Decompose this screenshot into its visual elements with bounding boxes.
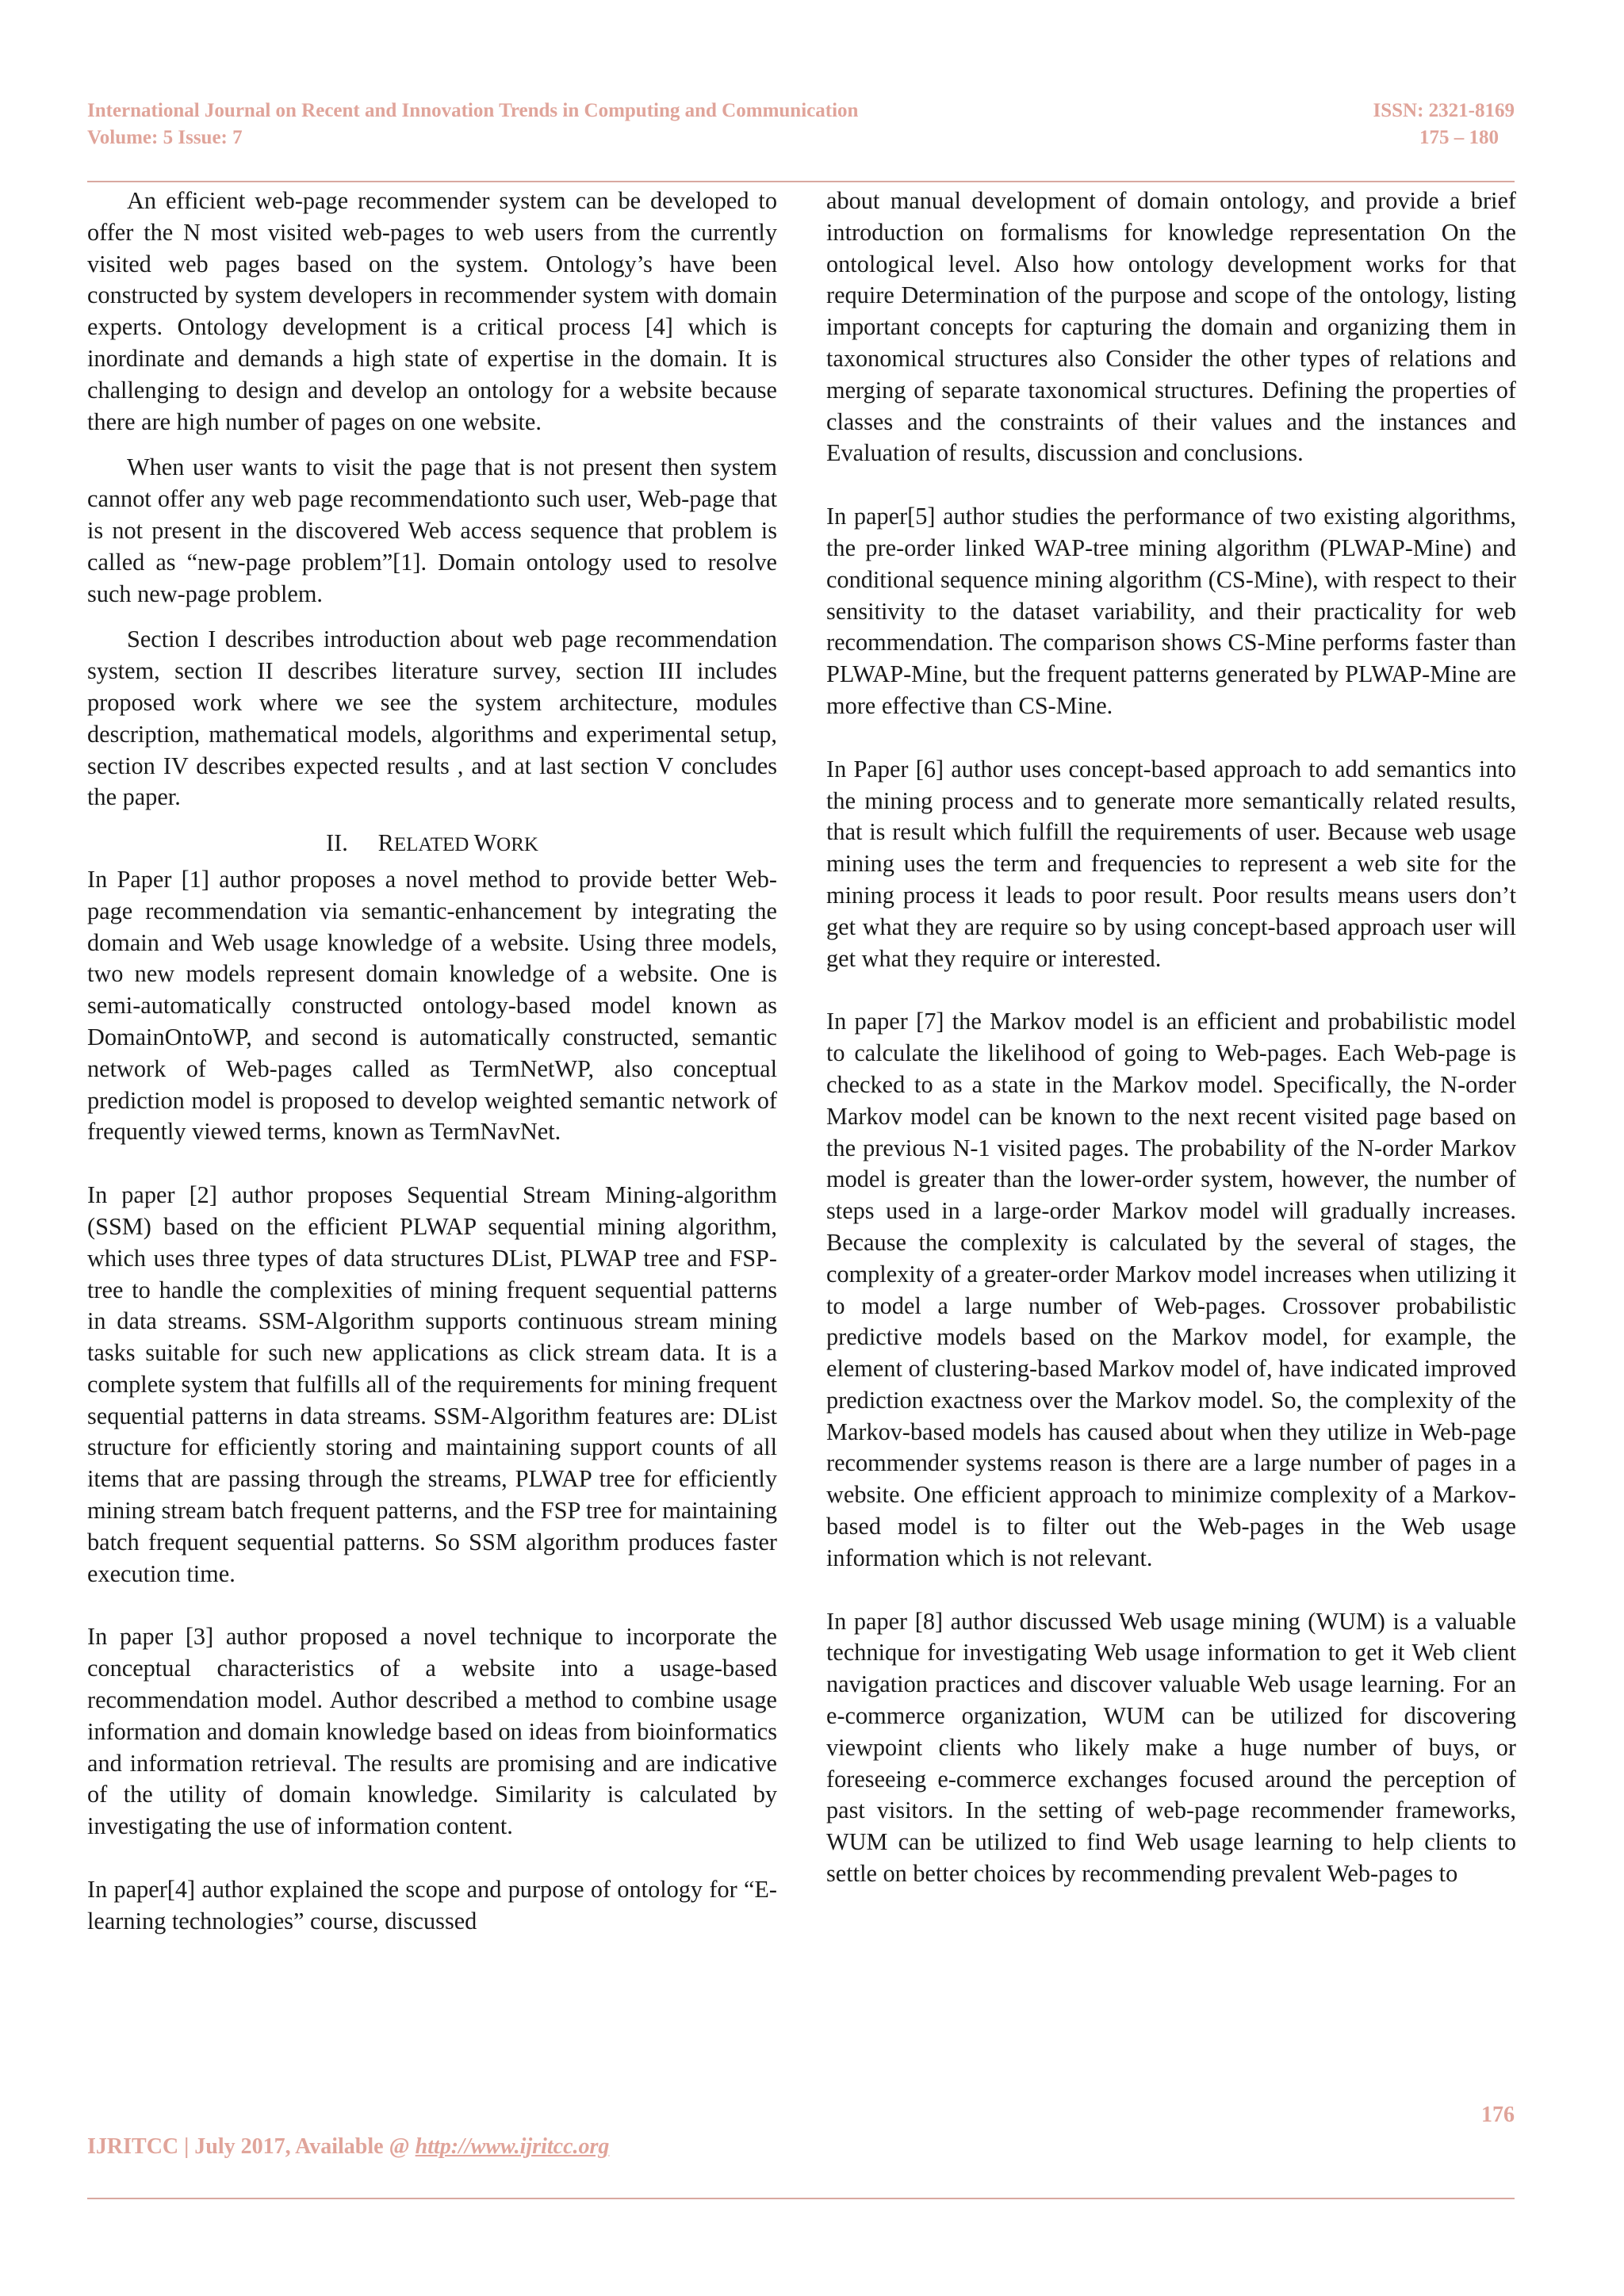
paragraph-paper-7: In paper [7] the Markov model is an efficient and probabilistic model to calculate the likelihood of going to Web-pages. Each Web-page is checked to as a state in the Markov model. Specifically, the N-order Markov model can be known to the next recent visited page based on the previous N-1 visited pages. The probability of the N-order Markov model is greater than the lower-order system, however, the number of steps used in a large-order Markov model will gradually increases. Because the complexity is calculated by the several of stages, the complexity of a greater-order Markov model increases when utilizing it to model a large number of Web-pages. Crossover probabilistic predictive models based on the Markov model, for example, the element of clustering-based Markov model of, have indicated improved prediction exactness over the Markov model. So, the complexity of the Markov-based models has caused about when they utilize in Web-page recommender systems reason is there are a large number of pages in a website. One efficient approach to minimize complexity of a Markov-based model is to filter out the Web-pages in the Web usage information which is not relevant. (826, 1008, 1516, 1571)
page-number: 176 (1481, 2103, 1515, 2127)
paragraph-paper-2: In paper [2] author proposes Sequential Stream Mining-algorithm (SSM) based on the efficient PLWAP sequential mining algorithm, which uses three types of data structures DList, PLWAP tree and FSP-tree to handle the complexities of mining frequent sequential patterns in data streams. SSM-Algorithm supports continuous stream mining tasks suitable for such new applications as click stream data. It is a complete system that fulfills all of the requirements for mining frequent sequential patterns in data streams. SSM-Algorithm features are: DList structure for efficiently storing and maintaining support counts of all items that are passing through the streams, PLWAP tree for efficiently mining stream batch frequent patterns, and the FSP tree for maintaining batch frequent sequential patterns. So SSM algorithm produces faster execution time. (87, 1181, 777, 1587)
section-title-rest-2: ORK (496, 834, 538, 856)
section-title-cap-2: W (473, 829, 497, 857)
footer-prefix: IJRITCC | July 2017, Available @ (87, 2134, 416, 2159)
left-column (87, 186, 777, 1938)
journal-title: International Journal on Recent and Innovation Trends in Computing and Communication (87, 100, 859, 121)
section-title-rest-1: ELATED (393, 834, 474, 856)
footer-divider (87, 2198, 1515, 2199)
paragraph-paper-5: In paper[5] author studies the performance of two existing algorithms, the pre-order linked WAP-tree mining algorithm (PLWAP-Mine) and conditional sequence mining algorithm (CS-Mine), with respect to their sensitivity to the dataset variability, and their practicality for web recommendation. The comparison shows CS-Mine performs faster than PLWAP-Mine, but the frequent patterns generated by PLWAP-Mine are more effective than CS-Mine. (826, 503, 1516, 719)
paragraph-paper-8: In paper [8] author discussed Web usage mining (WUM) is a valuable technique for investigating Web usage information to get it Web client navigation practices and discover valuable Web usage learning. For an e-commerce organization, WUM can be utilized for discovering viewpoint clients who likely make a huge number of buys, or foreseeing e-commerce exchanges focused around the perception of past visitors. In the setting of web-page recommender frameworks, WUM can be utilized to find Web usage learning to help clients to settle on better choices by recommending prevalent Web-pages to (826, 1607, 1516, 1888)
paragraph-paper-4: In paper[4] author explained the scope and purpose of ontology for “E-learning technologies” course, discussed (87, 1876, 777, 1934)
volume-issue: Volume: 5 Issue: 7 (87, 127, 243, 148)
paragraph-intro-3: Section I describes introduction about web page recommendation system, section II describes literature survey, section III includes proposed work where we see the system architecture, modules description, mathematical models, algorithms and experimental setup, section IV describes expected results , and at last section V concludes the paper. (87, 626, 777, 811)
right-column (826, 186, 1516, 1890)
paragraph-paper-1: In Paper [1] author proposes a novel method to provide better Web-page recommendation via semantic-enhancement by integrating the domain and Web usage knowledge of a website. Using three models, two new models represent domain knowledge of a website. One is semi-automatically constructed ontology-based model known as DomainOntoWP, and second is automatically constructed, semantic network of Web-pages called as TermNetWP, also conceptual prediction model is proposed to develop weighted semantic network of frequently viewed terms, known as TermNavNet. (87, 865, 777, 1146)
paragraph-intro-1: An efficient web-page recommender system can be developed to offer the N most visited web-pages to web users from the currently visited web pages based on the system. Ontology’s have been constructed by system developers in recommender system with domain experts. Ontology development is a critical process [4] which is inordinate and demands a high state of expertise in the domain. It is challenging to design and develop an ontology for a website because there are high number of pages on one website. (87, 187, 777, 435)
paragraph-paper-6: In Paper [6] author uses concept-based approach to add semantics into the mining process and to generate more semantically related results, that is result which fulfill the requirements of user. Because web usage mining uses the term and frequencies to represent a web site for the mining process it leads to poor result. Poor results means users don’t get what they are require so by using concept-based approach user will get what they require or interested. (826, 755, 1516, 972)
section-number: II. (326, 829, 348, 857)
section-title-cap-1: R (377, 829, 394, 857)
paragraph-paper-3: In paper [3] author proposed a novel technique to incorporate the conceptual characteristics of a website into a usage-based recommendation model. Author described a method to combine usage information and domain knowledge based on ideas from bioinformatics and information retrieval. The results are promising and are indicative of the utility of domain knowledge. Similarity is calculated by investigating the use of information content. (87, 1623, 777, 1840)
issn: ISSN: 2321-8169 (1373, 100, 1515, 121)
paragraph-intro-2: When user wants to visit the page that is not present then system cannot offer any web page recommendationto such user, Web-page that is not present in the discovered Web access sequence that problem is called as “new-page problem”[1]. Domain ontology used to resolve such new-page problem. (87, 453, 777, 607)
paragraph-paper-4-cont: about manual development of domain ontology, and provide a brief introduction on formalisms for knowledge representation On the ontological level. Also how ontology development works for that require Determination of the purpose and scope of the ontology, listing important concepts for capturing the domain and organizing them in taxonomical structures also Consider the other types of relations and merging of separate taxonomical structures. Defining the properties of classes and the constraints of their values and the instances and Evaluation of results, discussion and conclusions. (826, 187, 1516, 467)
page-range: 175 – 180 (1419, 127, 1499, 148)
section-heading (87, 828, 777, 861)
page-footer (87, 2134, 609, 2160)
header-divider (87, 181, 1515, 182)
footer-link[interactable]: http://www.ijritcc.org (415, 2134, 610, 2159)
